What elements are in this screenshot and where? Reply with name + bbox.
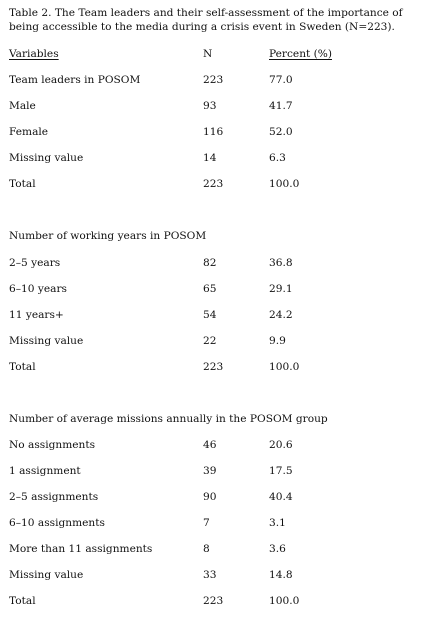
section-heading: Number of average missions annually in the POSOM group xyxy=(9,413,328,425)
row-label: Missing value xyxy=(9,152,84,164)
row-label: Female xyxy=(9,126,49,138)
table-row xyxy=(9,308,415,322)
row-label: More than 11 assignments xyxy=(9,543,153,555)
row-label: 11 years+ xyxy=(9,309,64,321)
row-n: 90 xyxy=(203,491,217,503)
table-row xyxy=(9,282,415,296)
row-n: 93 xyxy=(203,100,217,112)
header-variables: Variables xyxy=(9,48,59,60)
table-row xyxy=(9,542,415,556)
table-row xyxy=(9,125,415,139)
row-n: 33 xyxy=(203,569,217,581)
row-percent: 20.6 xyxy=(269,439,293,451)
row-label: No assignments xyxy=(9,439,96,451)
row-percent: 100.0 xyxy=(269,361,300,373)
row-percent: 3.6 xyxy=(269,543,286,555)
row-label: Missing value xyxy=(9,569,84,581)
table-row xyxy=(9,256,415,270)
table-row xyxy=(9,594,415,608)
row-percent: 6.3 xyxy=(269,152,286,164)
row-n: 8 xyxy=(203,543,210,555)
row-label: 6–10 years xyxy=(9,283,67,295)
row-percent: 36.8 xyxy=(269,257,293,269)
row-label: Missing value xyxy=(9,335,84,347)
row-percent: 14.8 xyxy=(269,569,293,581)
row-percent: 77.0 xyxy=(269,74,293,86)
row-n: 223 xyxy=(203,361,224,373)
table-row xyxy=(9,360,415,374)
row-n: 7 xyxy=(203,517,210,529)
row-percent: 40.4 xyxy=(269,491,293,503)
table-row xyxy=(9,464,415,478)
row-n: 46 xyxy=(203,439,217,451)
row-n: 65 xyxy=(203,283,217,295)
row-label: Total xyxy=(9,178,36,190)
header-percent: Percent (%) xyxy=(269,48,332,60)
table-row xyxy=(9,568,415,582)
row-n: 39 xyxy=(203,465,217,477)
row-label: 6–10 assignments xyxy=(9,517,105,529)
row-percent: 100.0 xyxy=(269,178,300,190)
table-row xyxy=(9,334,415,348)
row-percent: 41.7 xyxy=(269,100,293,112)
row-n: 82 xyxy=(203,257,217,269)
table-row xyxy=(9,438,415,452)
row-percent: 52.0 xyxy=(269,126,293,138)
row-percent: 24.2 xyxy=(269,309,293,321)
row-n: 116 xyxy=(203,126,224,138)
row-n: 223 xyxy=(203,595,224,607)
row-label: Team leaders in POSOM xyxy=(9,74,141,86)
row-label: 2–5 assignments xyxy=(9,491,99,503)
row-label: Total xyxy=(9,361,36,373)
row-n: 223 xyxy=(203,178,224,190)
row-n: 54 xyxy=(203,309,217,321)
row-label: Male xyxy=(9,100,36,112)
row-percent: 29.1 xyxy=(269,283,293,295)
table-row xyxy=(9,177,415,191)
table-row xyxy=(9,151,415,165)
row-n: 14 xyxy=(203,152,217,164)
table-caption: Table 2. The Team leaders and their self-assessment of the importance of being accessible to the media during a crisis event in Sweden (N=223). xyxy=(9,7,403,33)
section-heading: Number of working years in POSOM xyxy=(9,230,207,242)
table-row xyxy=(9,516,415,530)
row-n: 22 xyxy=(203,335,217,347)
table-header-row xyxy=(9,47,415,61)
row-percent: 100.0 xyxy=(269,595,300,607)
header-n: N xyxy=(203,48,213,60)
row-label: 1 assignment xyxy=(9,465,81,477)
row-percent: 17.5 xyxy=(269,465,293,477)
row-label: 2–5 years xyxy=(9,257,61,269)
row-percent: 9.9 xyxy=(269,335,286,347)
row-label: Total xyxy=(9,595,36,607)
table-row xyxy=(9,490,415,504)
row-n: 223 xyxy=(203,74,224,86)
table-row xyxy=(9,99,415,113)
row-percent: 3.1 xyxy=(269,517,286,529)
table-row xyxy=(9,73,415,87)
